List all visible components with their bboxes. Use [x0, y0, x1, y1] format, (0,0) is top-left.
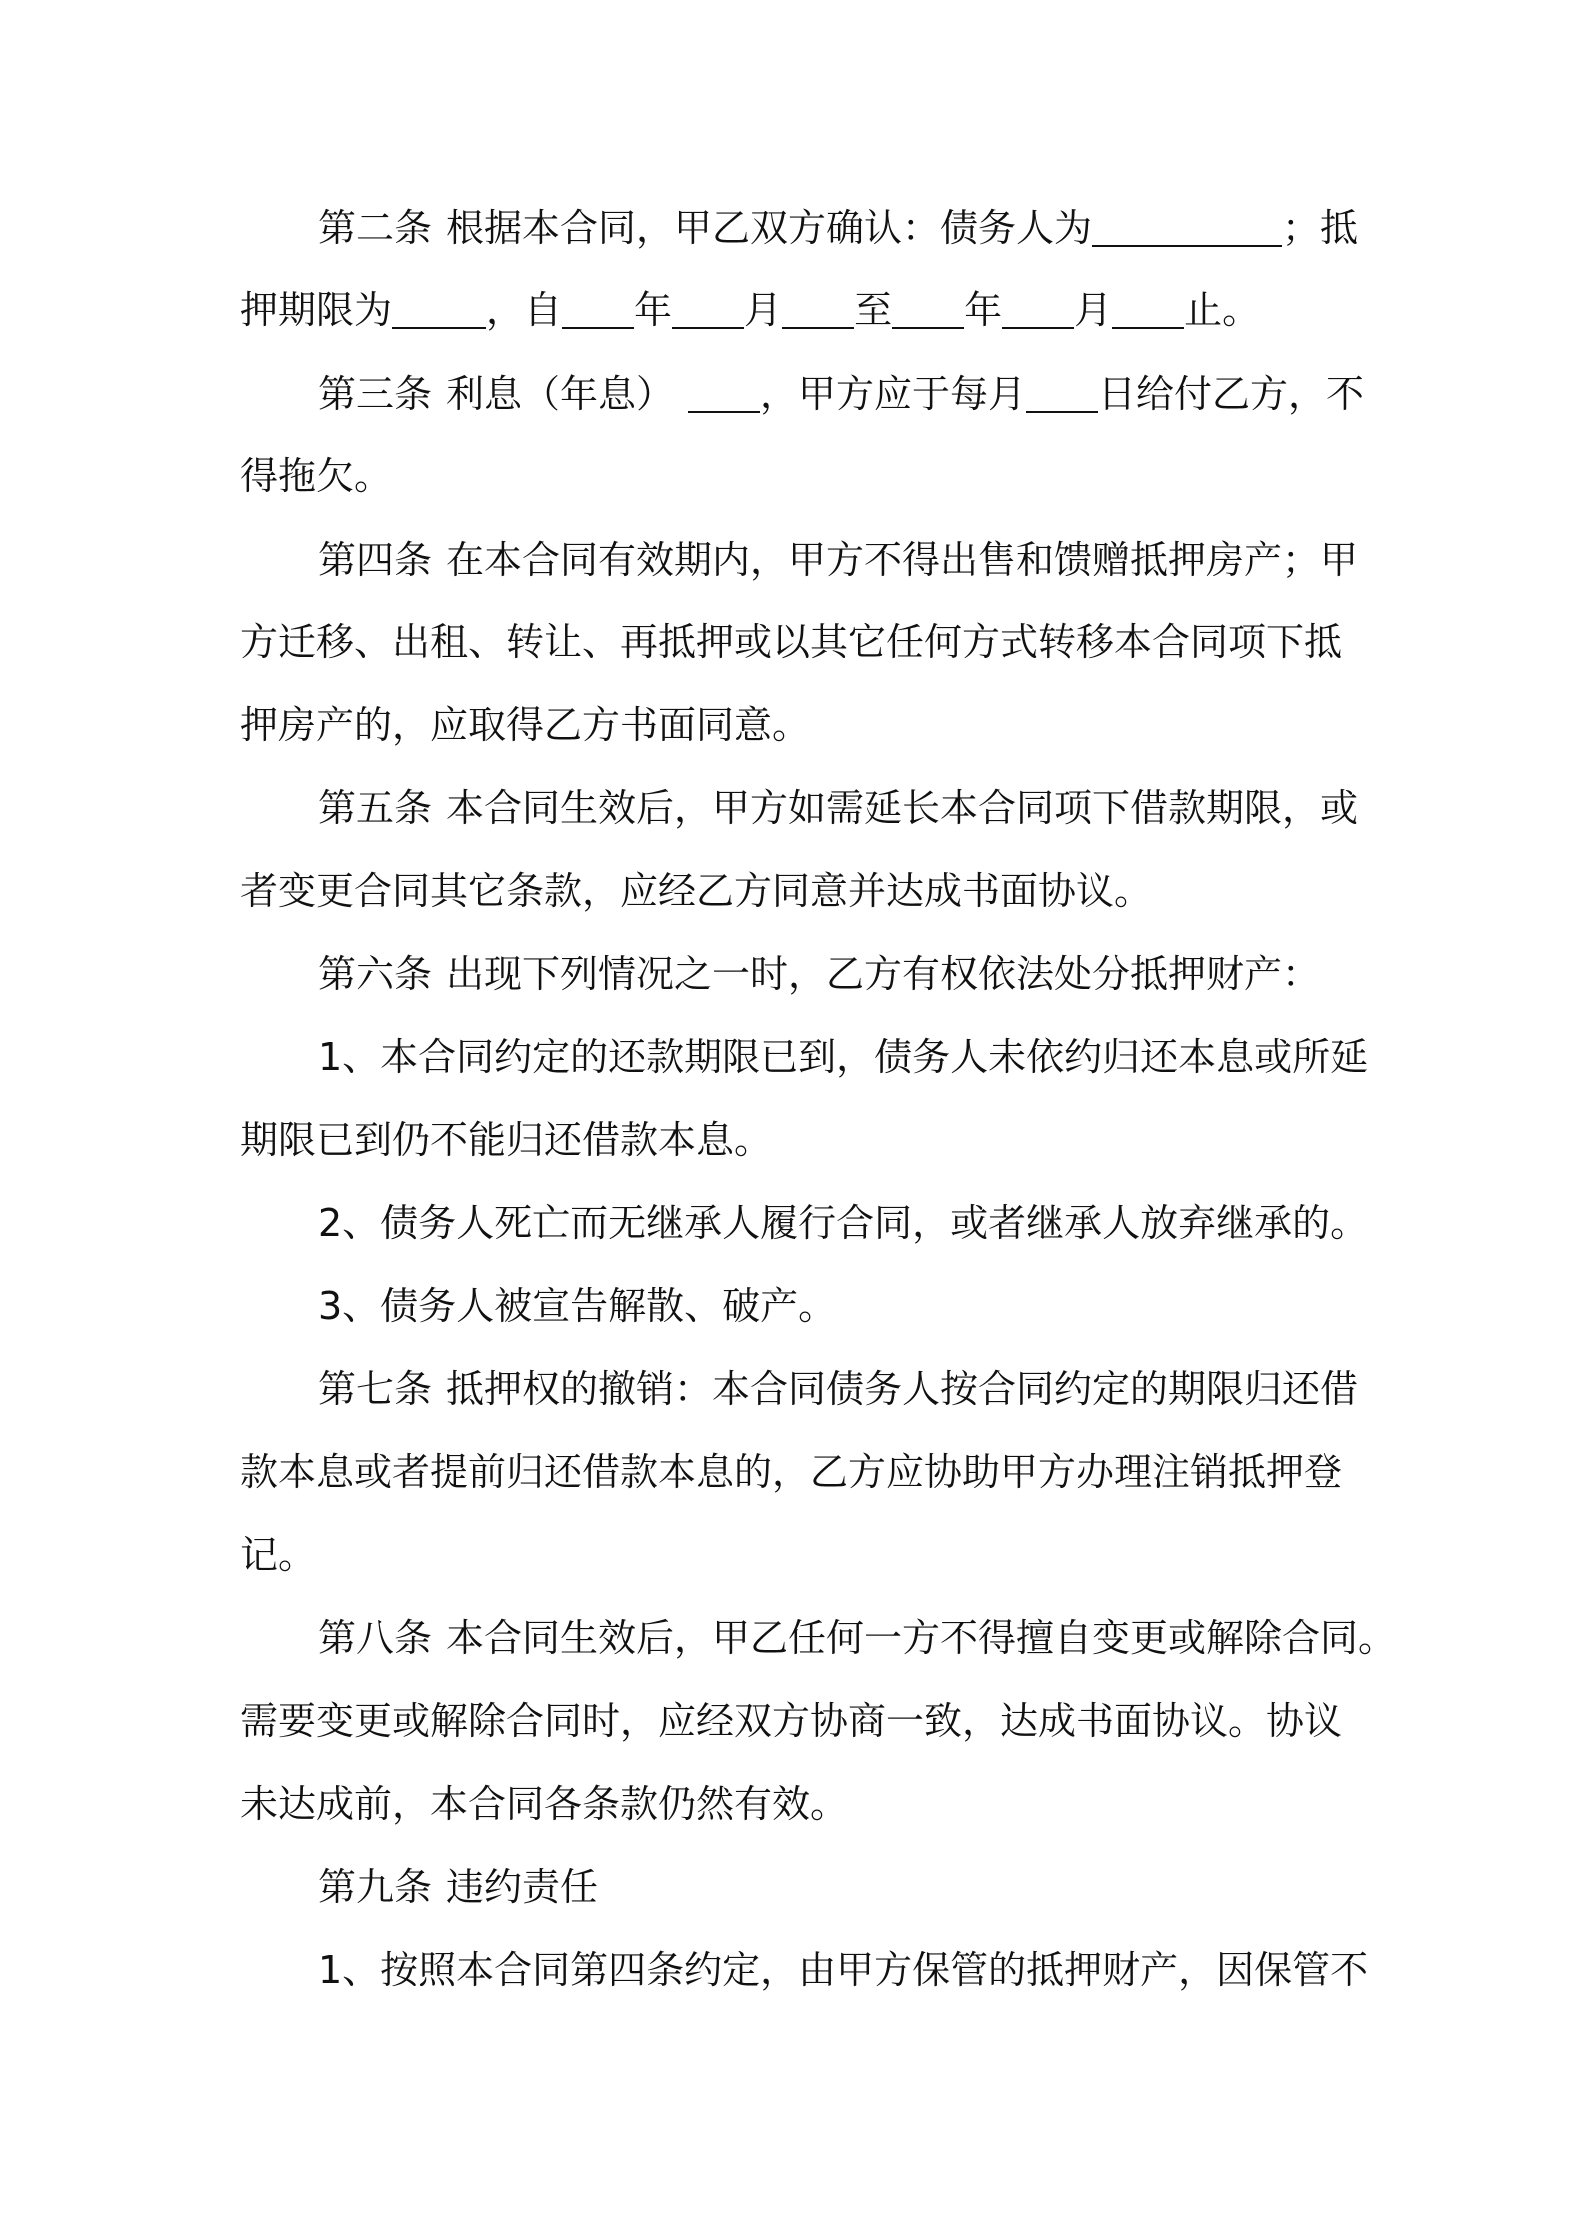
article-9-line-1 [318, 1857, 1360, 1917]
article-3-line-1 [318, 364, 1365, 424]
article-7-line-1 [318, 1359, 1360, 1419]
article-2-line-2 [240, 280, 1360, 340]
list-item: 2、债务人死亡而无继承人履行合同，或者继承人放弃继承的。 [318, 1201, 1369, 1245]
article-heading: 第七条 [318, 1367, 433, 1411]
article-text: 年 [964, 288, 1003, 332]
interest-blank[interactable] [688, 373, 760, 413]
article-5-line-2 [240, 861, 1360, 921]
article-text: 抵押权的撤销：本合同债务人按合同约定的期限归还借 [446, 1367, 1359, 1411]
article-6-item-1-line-2 [240, 1110, 1360, 1170]
article-text: 日给付乙方，不 [1098, 372, 1365, 416]
article-text: 本合同生效后，甲方如需延长本合同项下借款期限，或 [446, 786, 1359, 830]
list-item: 1、按照本合同第四条约定，由甲方保管的抵押财产，因保管不 [318, 1948, 1369, 1992]
article-text: ，甲方应于每月 [760, 372, 1027, 416]
article-heading: 第八条 [318, 1616, 433, 1660]
end-month-blank[interactable] [1002, 289, 1074, 329]
article-text: 利息（年息） [446, 372, 675, 416]
article-heading: 第二条 [318, 206, 433, 250]
pay-day-blank[interactable] [1026, 373, 1098, 413]
article-8-line-1 [318, 1608, 1397, 1668]
article-9-item-1 [318, 1940, 1369, 2000]
article-6-item-1-line-1 [318, 1027, 1369, 1087]
list-item: 3、债务人被宣告解散、破产。 [318, 1284, 837, 1328]
article-text: 需要变更或解除合同时，应经双方协商一致，达成书面协议。协议 [240, 1699, 1343, 1743]
article-7-line-2 [240, 1442, 1360, 1502]
article-text: 根据本合同，甲乙双方确认：债务人为 [446, 206, 1093, 250]
start-day-blank[interactable] [782, 289, 854, 329]
article-6-line-1 [318, 944, 1360, 1004]
article-text: 月 [744, 288, 783, 332]
article-8-line-2 [240, 1691, 1360, 1751]
article-2-line-1 [318, 198, 1360, 258]
debtor-blank[interactable] [1092, 207, 1282, 247]
article-text: 年 [634, 288, 673, 332]
article-6-item-2 [318, 1193, 1369, 1253]
list-item: 期限已到仍不能归还借款本息。 [240, 1118, 773, 1162]
article-heading: 第九条 [318, 1865, 433, 1909]
start-year-blank[interactable] [562, 289, 634, 329]
list-item: 1、本合同约定的还款期限已到，债务人未依约归还本息或所延 [318, 1035, 1369, 1079]
article-heading: 第四条 [318, 538, 433, 582]
article-heading: 第五条 [318, 786, 433, 830]
article-5-line-1 [318, 778, 1360, 838]
article-4-line-1 [318, 530, 1360, 590]
article-text: 方迁移、出租、转让、再抵押或以其它任何方式转移本合同项下抵 [240, 620, 1343, 664]
article-text: 至 [854, 288, 893, 332]
article-text: 者变更合同其它条款，应经乙方同意并达成书面协议。 [240, 869, 1153, 913]
article-text: 违约责任 [446, 1865, 599, 1909]
article-text: 款本息或者提前归还借款本息的，乙方应协助甲方办理注销抵押登 [240, 1450, 1343, 1494]
end-year-blank[interactable] [892, 289, 964, 329]
term-blank[interactable] [392, 289, 486, 329]
article-6-item-3 [318, 1276, 1360, 1336]
article-text: 月 [1074, 288, 1113, 332]
article-text: 未达成前，本合同各条款仍然有效。 [240, 1782, 849, 1826]
article-4-line-3 [240, 695, 1360, 755]
article-text: 押期限为 [240, 288, 393, 332]
article-7-line-3 [240, 1525, 1360, 1585]
article-text: 本合同生效后，甲乙任何一方不得擅自变更或解除合同。 [446, 1616, 1397, 1660]
article-text: 出现下列情况之一时，乙方有权依法处分抵押财产： [446, 952, 1321, 996]
article-heading: 第六条 [318, 952, 433, 996]
article-text: 得拖欠。 [240, 454, 393, 498]
article-text: ；抵 [1282, 206, 1359, 250]
article-3-line-2 [240, 446, 1360, 506]
article-text: 在本合同有效期内，甲方不得出售和馈赠抵押房产；甲 [446, 538, 1359, 582]
start-month-blank[interactable] [672, 289, 744, 329]
article-text: 押房产的，应取得乙方书面同意。 [240, 703, 811, 747]
article-text: 记。 [240, 1533, 317, 1577]
article-text: ，自 [486, 288, 563, 332]
end-day-blank[interactable] [1112, 289, 1184, 329]
article-text: 止。 [1184, 288, 1261, 332]
article-4-line-2 [240, 612, 1360, 672]
article-8-line-3 [240, 1774, 1360, 1834]
article-heading: 第三条 [318, 372, 433, 416]
